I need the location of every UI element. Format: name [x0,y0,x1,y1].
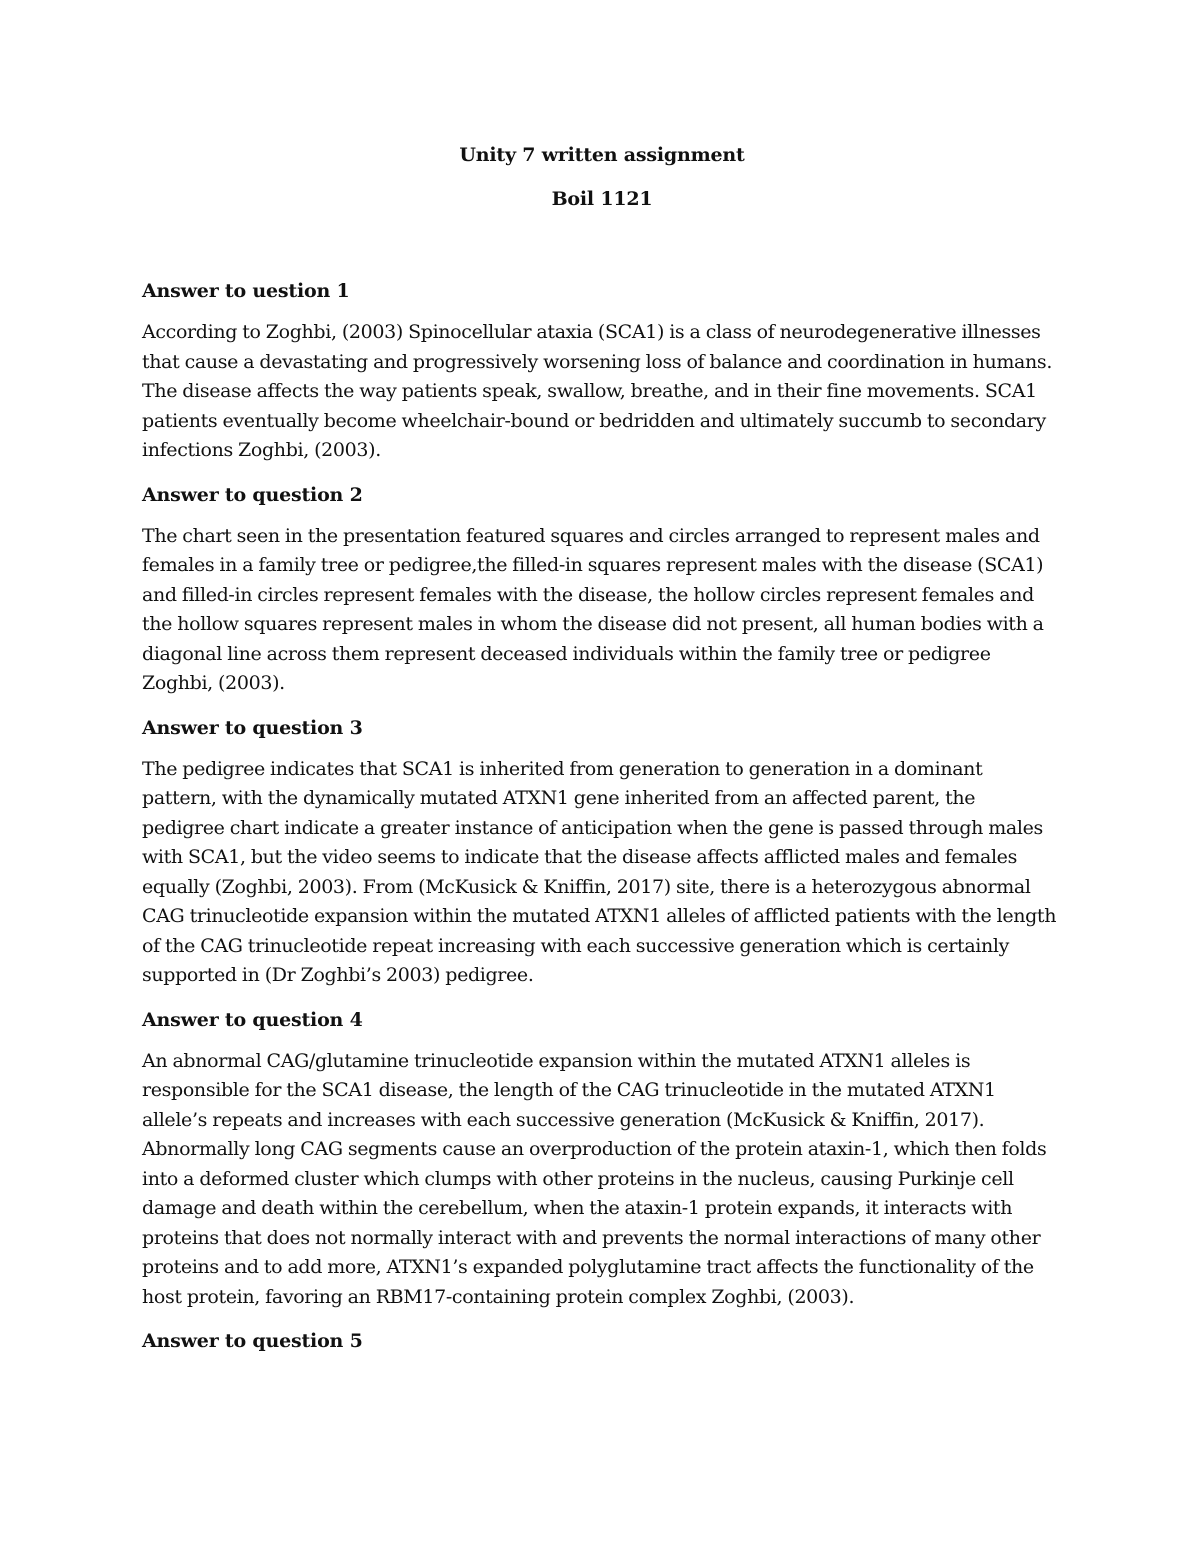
section-body: The pedigree indicates that SCA1 is inherited from generation to generation in a dominant pattern, with the dynamically mutated ATXN1 gene inherited from an affected parent, the pedigree chart indicate a greater instance of anticipation when the gene is passed through males with SCA1, but the video seems to indicate that the disease affects afflicted males and females equally (Zoghbi, 2003). From (McKusick & Kniffin, 2017) site, there is a heterozygous abnormal CAG trinucleotide expansion within the mutated ATXN1 alleles of afflicted patients with the length of the CAG trinucleotide repeat increasing with each successive generation which is certainly supported in (Dr Zoghbi’s 2003) pedigree. [142,757,1057,986]
answer-section-4 [142,1005,1062,1313]
section-heading: Answer to question 4 [142,1008,363,1031]
course-code: Boil 1121 [551,188,653,210]
section-heading: Answer to question 5 [142,1330,363,1352]
answer-section-3 [142,713,1062,991]
answer-section-5 [142,1326,1062,1356]
section-body: According to Zoghbi, (2003) Spinocellular ataxia (SCA1) is a class of neurodegenerative illnesses that cause a devastating and progressively worsening loss of balance and coordination in humans. The disease affects the way patients speak, swallow, breathe, and in their fine movements. SCA1 patients eventually become wheelchair-bound or bedridden and ultimately succumb to secondary infections Zoghbi, (2003). [142,321,1053,461]
section-heading: Answer to question 3 [142,716,363,739]
answer-section-1 [142,276,1062,466]
section-heading: Answer to uestion 1 [142,280,350,302]
document-title: Unity 7 written assignment [459,144,745,166]
answer-section-2 [142,480,1062,699]
section-heading: Answer to question 2 [142,483,363,506]
document-content [142,140,1062,1368]
section-body: The chart seen in the presentation featured squares and circles arranged to represent males and females in a family tree or pedigree,the filled-in squares represent males with the disease (SCA1) and filled-in circles represent females with the disease, the hollow circles represent females and the hollow squares represent males in whom the disease did not present, all human bodies with a diagonal line across them represent deceased individuals within the family tree or pedigree Zoghbi, (2003). [142,524,1044,694]
section-body: An abnormal CAG/glutamine trinucleotide expansion within the mutated ATXN1 alleles is responsible for the SCA1 disease, the length of the CAG trinucleotide in the mutated ATXN1 allele’s repeats and increases with each successive generation (McKusick & Kniffin, 2017). Abnormally long CAG segments cause an overproduction of the protein ataxin-1, which then folds into a deformed cluster which clumps with other proteins in the nucleus, causing Purkinje cell damage and death within the cerebellum, when the ataxin-1 protein expands, it interacts with proteins that does not normally interact with and prevents the normal interactions of many other proteins and to add more, ATXN1’s expanded polyglutamine tract affects the functionality of the host protein, favoring an RBM17-containing protein complex Zoghbi, (2003). [142,1049,1047,1308]
